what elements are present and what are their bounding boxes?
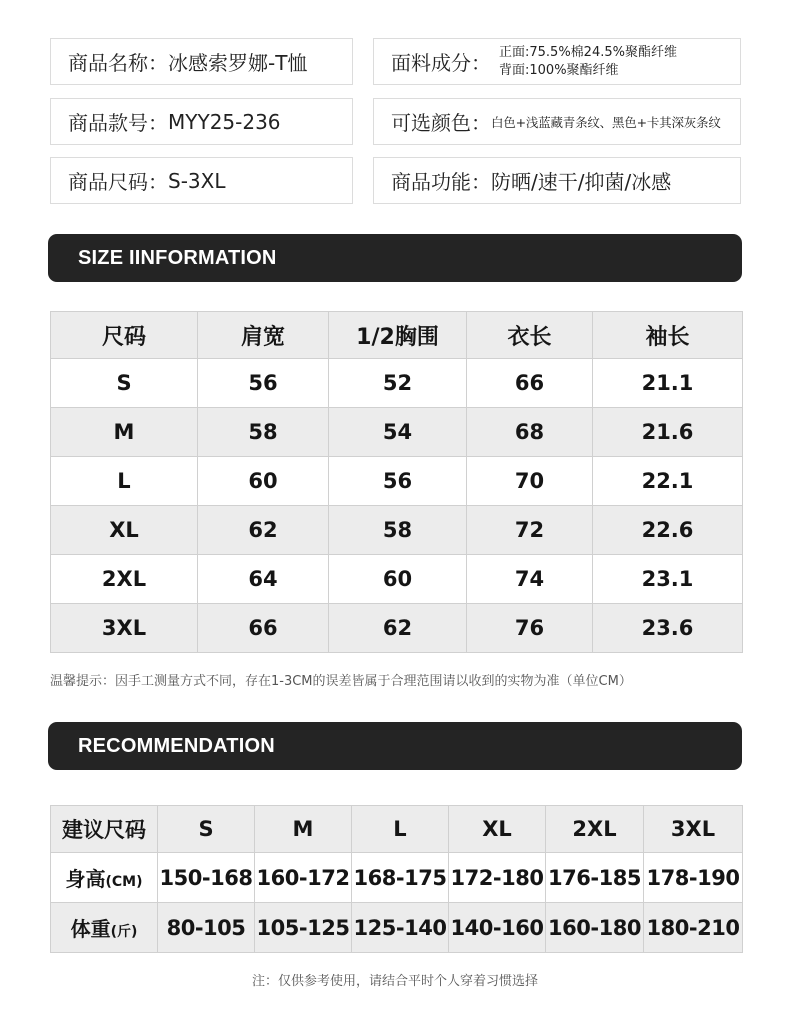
size-table-header-row: [51, 312, 743, 359]
table-cell: 160-172: [255, 853, 352, 903]
table-row: [51, 555, 743, 604]
table-cell: 80-105: [158, 903, 255, 953]
product-name-value: 冰感索罗娜-T恤: [168, 51, 308, 75]
fabric-back: 背面:100%聚酯纤维: [499, 62, 619, 78]
table-cell: 76: [467, 604, 593, 653]
table-cell: 54: [329, 408, 467, 457]
table-cell: 60: [198, 457, 329, 506]
table-cell: 23.6: [593, 604, 743, 653]
size-info-title: SIZE IINFORMATION: [78, 246, 277, 269]
table-cell: 60: [329, 555, 467, 604]
table-cell: 2XL: [51, 555, 198, 604]
table-cell: 70: [467, 457, 593, 506]
table-row: [51, 457, 743, 506]
size-info-title-bar: [48, 234, 742, 282]
table-cell: 176-185: [546, 853, 644, 903]
table-cell: 178-190: [644, 853, 743, 903]
recommendation-note: 注：仅供参考使用，请结合平时个人穿着习惯选择: [251, 974, 538, 989]
color-value: 白色+浅蓝藏青条纹、黑色+卡其深灰条纹: [491, 114, 721, 130]
table-cell: 64: [198, 555, 329, 604]
height-label: 身高: [65, 867, 106, 891]
table-cell: 125-140: [352, 903, 449, 953]
style-number-box: [50, 98, 353, 145]
table-cell: 160-180: [546, 903, 644, 953]
rec-size-cell: 3XL: [644, 806, 743, 853]
size-header-cell: 衣长: [467, 312, 593, 359]
table-cell: L: [51, 457, 198, 506]
size-header-cell: 1/2胸围: [329, 312, 467, 359]
weight-row-label: [51, 903, 158, 953]
rec-header-row: [51, 806, 743, 853]
table-cell: 62: [198, 506, 329, 555]
rec-height-row: [51, 853, 743, 903]
table-cell: 105-125: [255, 903, 352, 953]
color-box: [373, 98, 741, 145]
fabric-front: 正面:75.5%棉24.5%聚酯纤维: [499, 44, 677, 60]
table-cell: S: [51, 359, 198, 408]
table-cell: 66: [467, 359, 593, 408]
table-row: [51, 359, 743, 408]
function-box: [373, 157, 741, 204]
table-cell: 74: [467, 555, 593, 604]
function-value: 防晒/速干/抑菌/冰感: [491, 170, 672, 194]
table-cell: M: [51, 408, 198, 457]
size-range-value: S-3XL: [168, 168, 226, 193]
height-row-label: [51, 853, 158, 903]
table-cell: 140-160: [449, 903, 546, 953]
fabric-label: 面料成分：: [391, 51, 491, 75]
table-cell: 56: [329, 457, 467, 506]
table-cell: 180-210: [644, 903, 743, 953]
size-header-cell: 尺码: [51, 312, 198, 359]
style-number-label: 商品款号：: [68, 111, 168, 135]
size-header-cell: 肩宽: [198, 312, 329, 359]
size-range-box: [50, 157, 353, 204]
rec-size-cell: 2XL: [546, 806, 644, 853]
table-cell: 3XL: [51, 604, 198, 653]
product-name-box: [50, 38, 353, 85]
table-cell: 172-180: [449, 853, 546, 903]
product-name-label: 商品名称：: [68, 51, 168, 75]
weight-unit: (斤): [110, 924, 138, 940]
rec-weight-row: [51, 903, 743, 953]
size-table: [50, 311, 743, 653]
recommendation-title: RECOMMENDATION: [78, 734, 275, 757]
table-cell: 68: [467, 408, 593, 457]
recommendation-title-bar: [48, 722, 742, 770]
style-number-value: MYY25-236: [168, 109, 281, 134]
table-cell: 58: [198, 408, 329, 457]
table-cell: 52: [329, 359, 467, 408]
weight-label: 体重: [70, 917, 111, 941]
table-cell: 56: [198, 359, 329, 408]
table-cell: XL: [51, 506, 198, 555]
size-range-label: 商品尺码：: [68, 170, 168, 194]
table-cell: 72: [467, 506, 593, 555]
table-cell: 23.1: [593, 555, 743, 604]
color-label: 可选颜色：: [391, 111, 491, 135]
table-cell: 150-168: [158, 853, 255, 903]
function-label: 商品功能：: [391, 170, 491, 194]
recommendation-table: [50, 805, 743, 953]
fabric-box: [373, 38, 741, 85]
height-unit: (CM): [105, 874, 143, 890]
table-cell: 22.6: [593, 506, 743, 555]
rec-header-label: 建议尺码: [51, 806, 158, 853]
rec-size-cell: S: [158, 806, 255, 853]
table-cell: 22.1: [593, 457, 743, 506]
fabric-details: [499, 44, 677, 80]
table-cell: 62: [329, 604, 467, 653]
table-cell: 66: [198, 604, 329, 653]
table-row: [51, 604, 743, 653]
rec-size-cell: XL: [449, 806, 546, 853]
table-row: [51, 408, 743, 457]
table-cell: 58: [329, 506, 467, 555]
rec-size-cell: M: [255, 806, 352, 853]
measurement-note: 温馨提示：因手工测量方式不同，存在1-3CM的误差皆属于合理范围请以收到的实物为准（单位CM）: [50, 674, 632, 689]
table-cell: 168-175: [352, 853, 449, 903]
size-header-cell: 袖长: [593, 312, 743, 359]
table-cell: 21.6: [593, 408, 743, 457]
table-row: [51, 506, 743, 555]
rec-size-cell: L: [352, 806, 449, 853]
table-cell: 21.1: [593, 359, 743, 408]
